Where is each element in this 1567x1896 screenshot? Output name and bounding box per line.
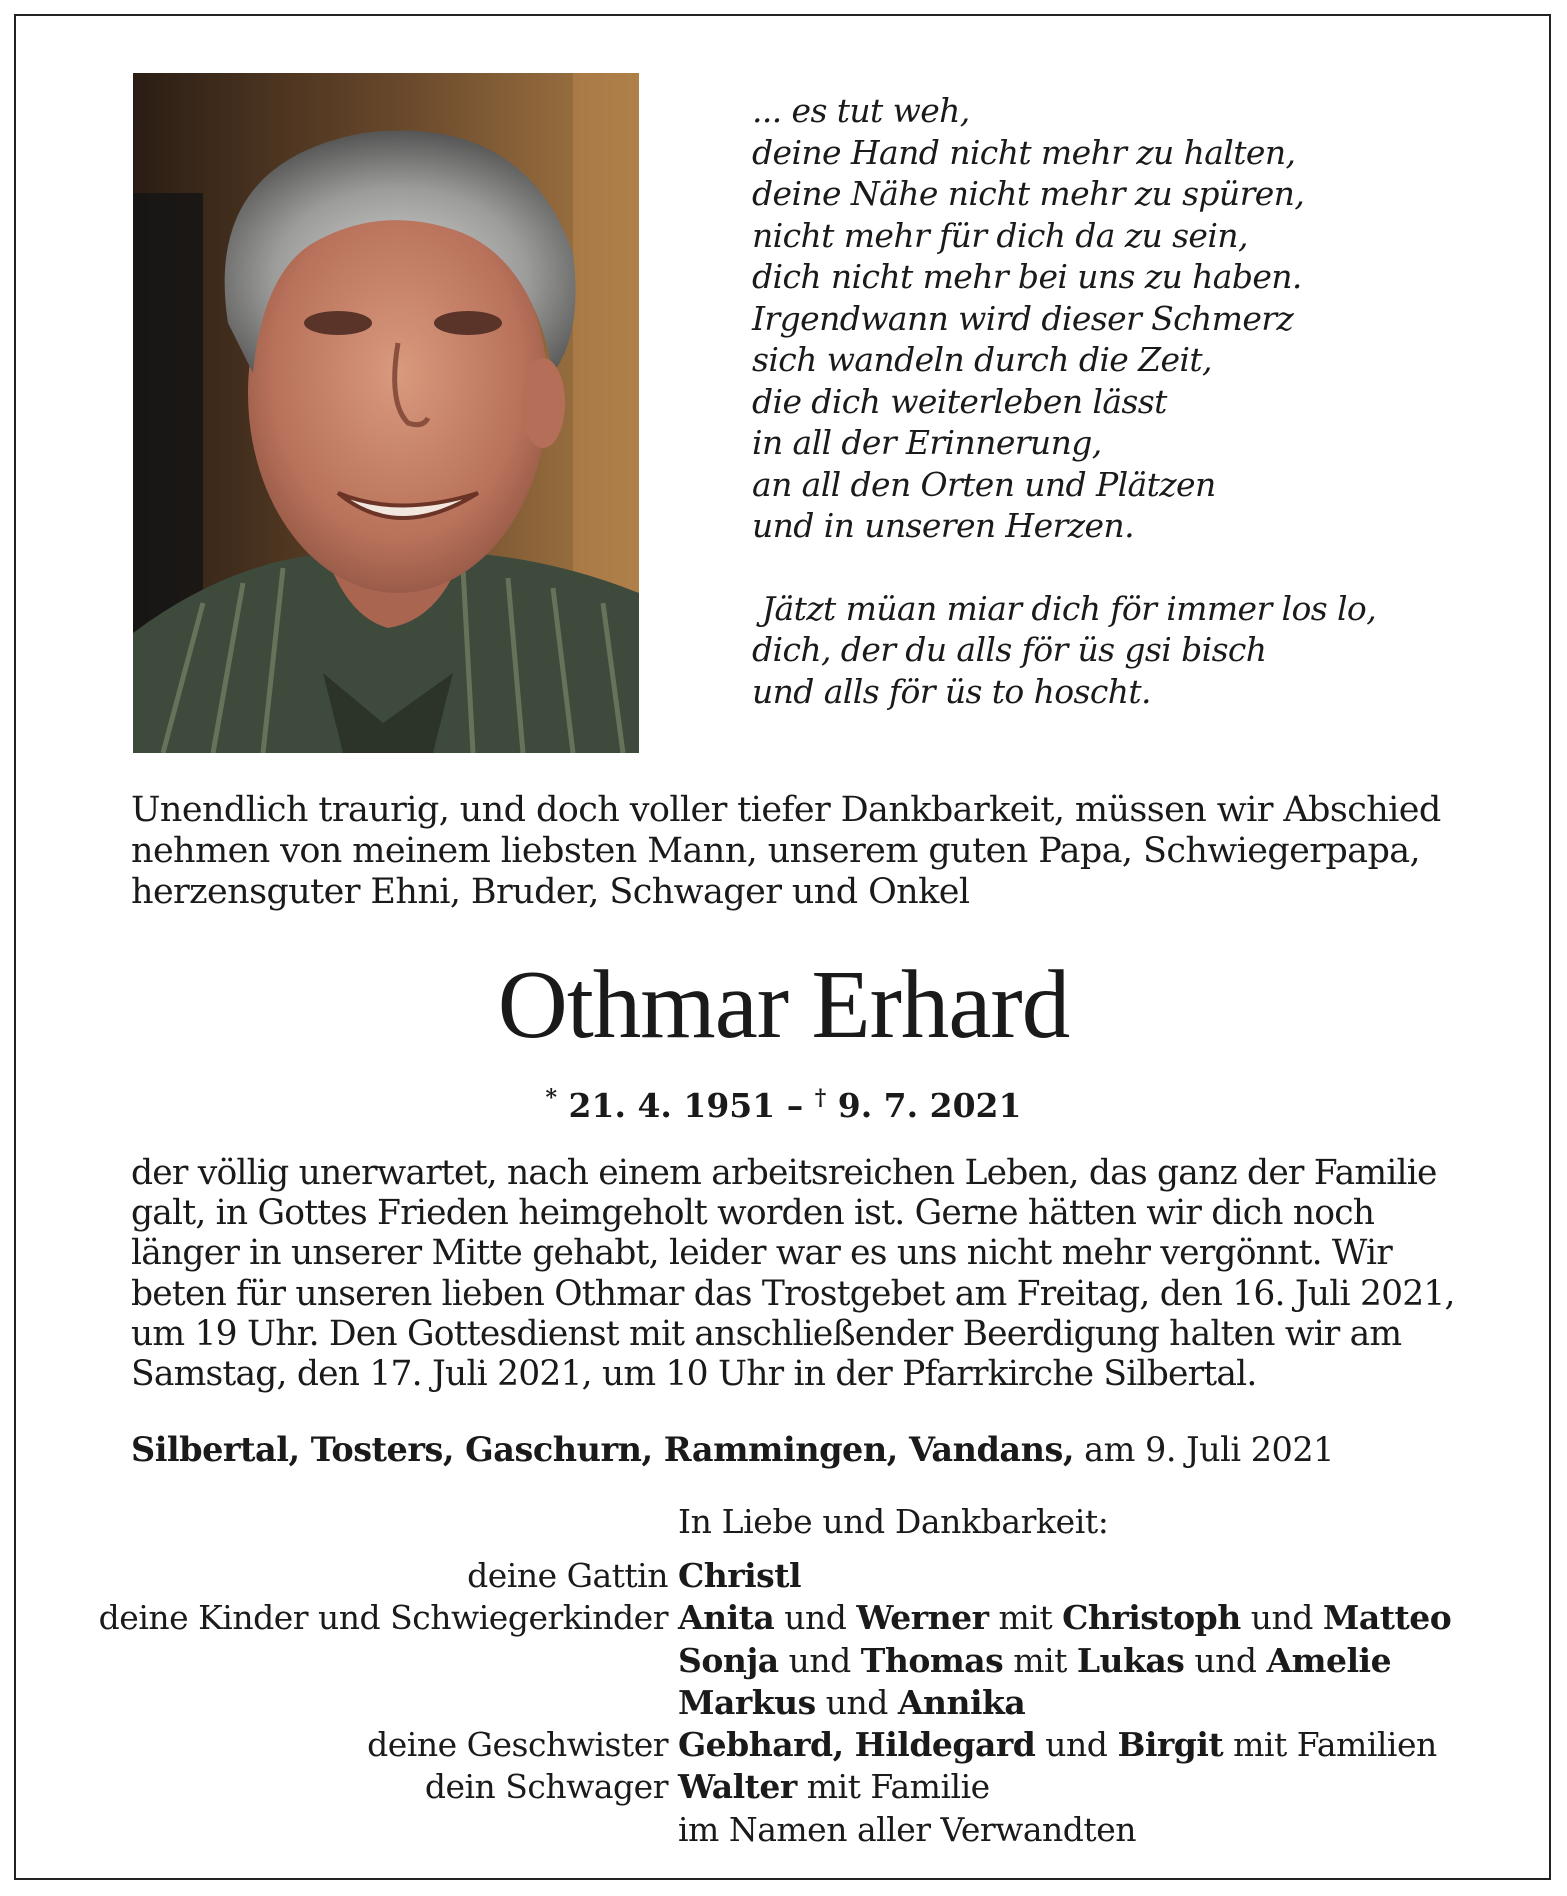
intro-line: herzensguter Ehni, Bruder, Schwager und Onkel	[131, 872, 970, 912]
body-line: um 19 Uhr. Den Gottesdienst mit anschließender Beerdigung halten wir am	[131, 1313, 1402, 1354]
intro-line: Unendlich traurig, und doch voller tiefer Dankbarkeit, müssen wir Abschied	[131, 790, 1441, 830]
signer-name: Thomas	[860, 1640, 1004, 1680]
poem-line: in all der Erinnerung,	[752, 423, 1102, 462]
place-names: Silbertal, Tosters, Gaschurn, Rammingen, Vandans,	[131, 1430, 1074, 1469]
body-paragraph	[131, 1153, 1455, 1395]
signer-name: Walter	[678, 1767, 797, 1807]
body-line: Samstag, den 17. Juli 2021, um 10 Uhr in der Pfarrkirche Silbertal.	[131, 1354, 1257, 1395]
signer-name: Annika	[897, 1682, 1026, 1722]
body-line: galt, in Gottes Frieden heimgeholt worden ist. Gerne hätten wir dich noch	[131, 1193, 1375, 1234]
signer-name: Werner	[856, 1598, 989, 1638]
signer-connector: mit Familien	[1223, 1725, 1437, 1765]
signer-names	[678, 1682, 1025, 1724]
poem-stanza-2	[752, 588, 1512, 713]
poem-line: sich wandeln durch die Zeit,	[752, 340, 1212, 379]
poem-line: und in unseren Herzen.	[752, 506, 1134, 545]
signer-name: Amelie	[1266, 1640, 1392, 1680]
poem	[752, 90, 1512, 712]
poem-line: dich nicht mehr bei uns zu haben.	[752, 257, 1302, 296]
signer-row	[0, 1724, 1567, 1766]
poem-line: dich, der du alls för üs gsi bisch	[752, 630, 1267, 669]
signer-name: Markus	[678, 1682, 816, 1722]
signer-names	[678, 1809, 1136, 1851]
signer-relation: deine Geschwister	[367, 1725, 668, 1765]
signer-name: Sonja	[678, 1640, 779, 1680]
body-line: länger in unserer Mitte gehabt, leider war es uns nicht mehr vergönnt. Wir	[131, 1233, 1392, 1274]
date-separator: –	[775, 1086, 815, 1125]
places-and-date	[131, 1430, 1461, 1470]
signer-relation: dein Schwager	[424, 1767, 668, 1807]
signer-relation: deine Gattin	[467, 1556, 668, 1595]
signer-name: Lukas	[1076, 1640, 1185, 1680]
death-symbol: †	[814, 1085, 827, 1111]
birth-date: 21. 4. 1951	[568, 1086, 776, 1125]
signer-name: Matteo	[1322, 1598, 1452, 1638]
poem-line: Irgendwann wird dieser Schmerz	[752, 298, 1294, 338]
signer-connector: mit	[1003, 1640, 1077, 1680]
poem-line: Jätzt müan miar dich för immer los lo,	[752, 588, 1377, 628]
poem-line: die dich weiterleben lässt	[752, 381, 1167, 421]
signer-names	[678, 1597, 1451, 1639]
signer-names	[678, 1766, 990, 1808]
signer-connector: und	[1240, 1598, 1323, 1638]
body-line: der völlig unerwartet, nach einem arbeitsreichen Leben, das ganz der Familie	[131, 1153, 1437, 1193]
signer-name: Birgit	[1117, 1725, 1224, 1765]
signer-name: Christl	[678, 1556, 802, 1595]
signer-connector: und	[1035, 1725, 1118, 1765]
signer-row	[0, 1597, 1567, 1639]
signer-name: Anita	[678, 1598, 775, 1638]
signer-connector: im Namen aller Verwandten	[678, 1809, 1136, 1849]
death-date: 9. 7. 2021	[837, 1086, 1022, 1125]
thanks-heading: In Liebe und Dankbarkeit:	[678, 1502, 1109, 1541]
signer-row	[0, 1682, 1567, 1724]
notice-date: am 9. Juli 2021	[1074, 1430, 1334, 1469]
signer-names	[678, 1555, 801, 1597]
signer-connector: mit	[988, 1598, 1063, 1638]
signer-name: Christoph	[1062, 1598, 1241, 1638]
poem-line: und alls för üs to hoscht.	[752, 671, 1151, 711]
signer-connector: und	[1184, 1640, 1267, 1680]
poem-line: ... es tut weh,	[752, 91, 970, 130]
intro-paragraph	[131, 790, 1461, 913]
signer-relation: deine Kinder und Schwiegerkinder	[98, 1598, 668, 1638]
intro-line: nehmen von meinem liebsten Mann, unserem guten Papa, Schwiegerpapa,	[131, 831, 1421, 871]
poem-stanza-1	[752, 90, 1512, 547]
signer-row	[0, 1809, 1567, 1851]
signer-names	[678, 1640, 1391, 1682]
signer-name: Gebhard, Hildegard	[678, 1725, 1036, 1765]
poem-line: deine Nähe nicht mehr zu spüren,	[752, 174, 1305, 213]
signer-connector: und	[815, 1682, 898, 1722]
signers-list	[0, 1555, 1567, 1851]
portrait-illustration	[133, 73, 639, 753]
signer-connector: und	[774, 1598, 857, 1638]
signer-names	[678, 1724, 1437, 1766]
signer-row	[0, 1766, 1567, 1808]
life-dates	[0, 1078, 1567, 1126]
deceased-name: Othmar Erhard	[497, 951, 1070, 1058]
poem-line: an all den Orten und Plätzen	[752, 464, 1216, 504]
birth-symbol: *	[545, 1085, 558, 1111]
body-line: beten für unseren lieben Othmar das Trostgebet am Freitag, den 16. Juli 2021,	[131, 1273, 1455, 1314]
signer-row	[0, 1640, 1567, 1682]
poem-line: nicht mehr für dich da zu sein,	[752, 215, 1248, 255]
signer-connector: und	[778, 1640, 861, 1680]
poem-line: deine Hand nicht mehr zu halten,	[752, 132, 1296, 172]
signer-connector: mit Familie	[796, 1767, 990, 1807]
portrait-photo	[133, 73, 639, 753]
signer-row	[0, 1555, 1567, 1597]
